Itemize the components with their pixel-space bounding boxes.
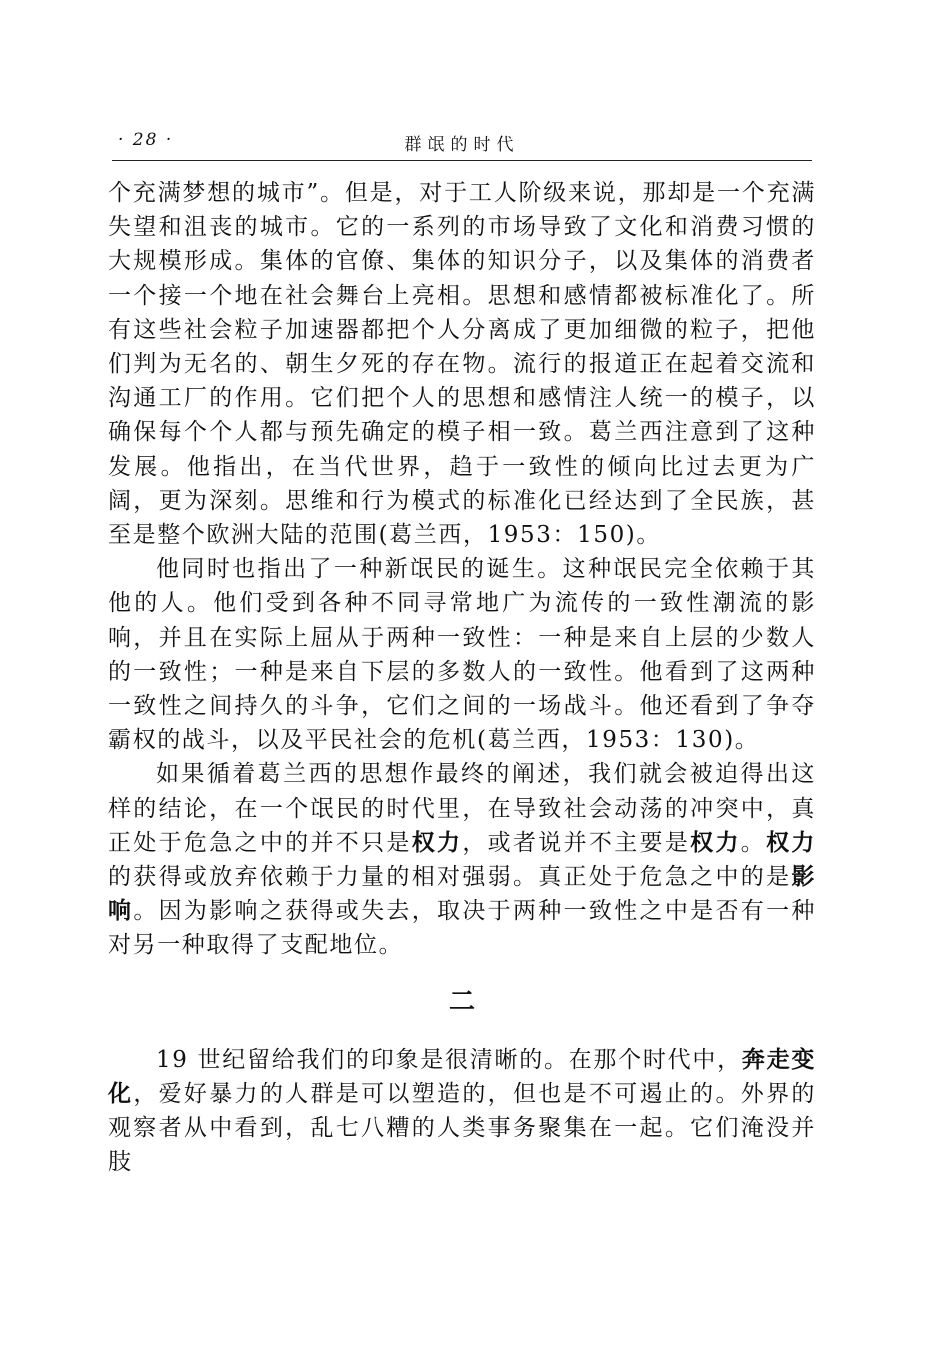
paragraph-3-bold-2: 权力 bbox=[690, 828, 741, 856]
paragraph-3-bold-4: 影响 bbox=[108, 863, 816, 925]
paragraph-3-bold-1: 权力 bbox=[411, 828, 463, 856]
paragraph-3-text-2: ，或者说并不主要是 bbox=[462, 829, 691, 856]
paragraph-4-text-2: ，爱好暴力的人群是可以塑造的，但也是不可遏止的。外界的观察者从中看到，乱七八糟的人类事务聚集在一起。它们淹没并肢 bbox=[108, 1080, 816, 1176]
paragraph-3 bbox=[108, 757, 816, 962]
paragraph-3-text-1: 如果循着葛兰西的思想作最终的阐述，我们就会被迫得出这样的结论，在一个氓民的时代里，在导致社会动荡的冲突中，真正处于危急之中的并不只是 bbox=[108, 761, 816, 856]
body-text bbox=[108, 176, 816, 1179]
running-title: 群氓的时代 bbox=[404, 135, 520, 155]
paragraph-3-text-3: 。 bbox=[740, 829, 767, 856]
paragraph-3-text-4: 的获得或放弃依赖于力量的相对强弱。真正处于危急之中的是 bbox=[108, 864, 792, 891]
paragraph-1: 个充满梦想的城市”。但是，对于工人阶级来说，那却是一个充满失望和沮丧的城市。它的一系列的市场导致了文化和消费习惯的大规模形成。集体的官僚、集体的知识分子，以及集体的消费者一个接一个地在社会舞台上亮相。思想和感情都被标准化了。所有这些社会粒子加速器都把个人分离成了更加细微的粒子，把他们判为无名的、朝生夕死的存在物。流行的报道正在起着交流和沟通工厂的作用。它们把个人的思想和感情注人统一的模子，以确保每个个人都与预先确定的模子相一致。葛兰西注意到了这种发展。他指出，在当代世界，趋于一致性的倾向比过去更为广阔，更为深刻。思维和行为模式的标准化已经达到了全民族，甚至是整个欧洲大陆的范围(葛兰西，1953：150)。 bbox=[108, 180, 816, 549]
page-header bbox=[112, 128, 812, 158]
paragraph-4-bold-1: 奔走变化 bbox=[108, 1045, 816, 1107]
paragraph-3-text-5: 。因为影响之获得或失去，取决于两种一致性之中是否有一种对另一种取得了支配地位。 bbox=[108, 898, 816, 959]
paragraph-4-text-1: 19 世纪留给我们的印象是很清晰的。在那个时代中， bbox=[156, 1046, 742, 1073]
page-number: · 28 · bbox=[118, 130, 174, 150]
paragraph-3-bold-3: 权力 bbox=[766, 828, 817, 856]
header-rule bbox=[112, 160, 812, 161]
section-number: 二 bbox=[448, 986, 475, 1017]
paragraph-4 bbox=[108, 1043, 816, 1180]
paragraph-2: 他同时也指出了一种新氓民的诞生。这种氓民完全依赖于其他的人。他们受到各种不同寻常地广为流传的一致性潮流的影响，并且在实际上屈从于两种一致性：一种是来自上层的少数人的一致性；一种是来自下层的多数人的一致性。他看到了这两种一致性之间持久的斗争，它们之间的一场战斗。他还看到了争夺霸权的战斗，以及平民社会的危机(葛兰西，1953：130)。 bbox=[108, 556, 816, 754]
